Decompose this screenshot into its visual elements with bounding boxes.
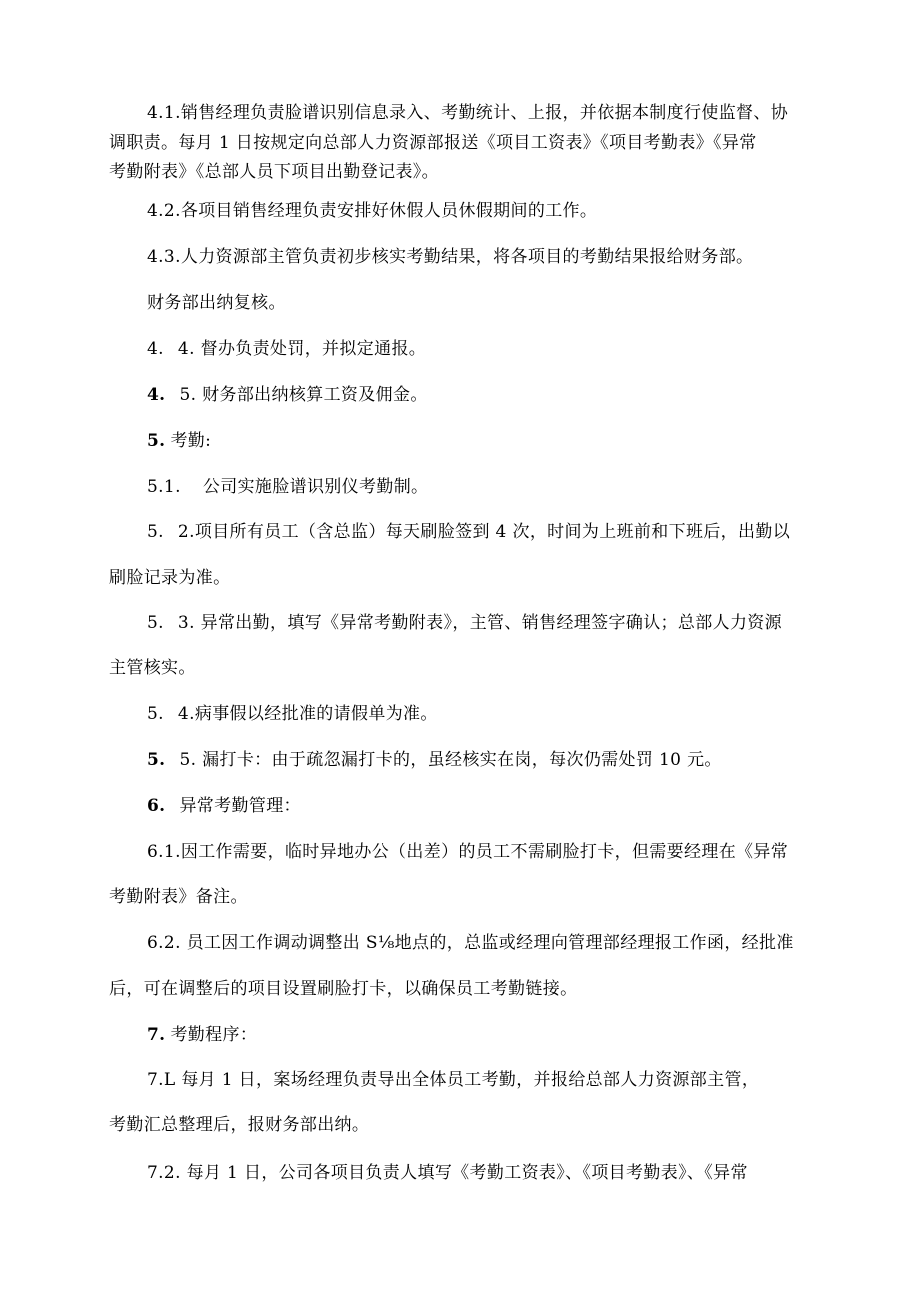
paragraph-4-5 — [147, 384, 428, 406]
paragraph-4-5-text: 5. 财务部出纳核算工资及佣金。 — [179, 385, 428, 405]
paragraph-5-2-number: 5. — [147, 522, 164, 542]
heading-6-text: 异常考勤管理： — [179, 796, 301, 816]
paragraph-4-1-line-3: 考勤附表》《总部人员下项目出勤登记表》。 — [109, 162, 439, 182]
paragraph-5-5-text: 5. 漏打卡：由于疏忽漏打卡的，虽经核实在岗，每次仍需处罚 10 元。 — [179, 750, 722, 770]
paragraph-4-3: 4.3.人力资源部主管负责初步核实考勤结果，将各项目的考勤结果报给财务部。 — [147, 247, 754, 267]
paragraph-5-2-line-2: 刷脸记录为准。 — [109, 568, 231, 588]
paragraph-5-1-text: 公司实施脸谱识别仪考勤制。 — [202, 477, 429, 497]
paragraph-6-2-line-1: 6.2. 员工因工作调动调整出 S⅛地点的，总监或经理向管理部经理报工作函，经批准 — [147, 933, 794, 953]
paragraph-5-1 — [147, 476, 428, 498]
heading-5-text: 考勤: — [170, 431, 212, 451]
paragraph-7-1-line-2: 考勤汇总整理后，报财务部出纳。 — [109, 1115, 370, 1135]
heading-6-number: 6. — [147, 796, 166, 816]
paragraph-5-3-text: 3. 异常出勤，填写《异常考勤附表》，主管、销售经理签字确认；总部人力资源 — [177, 613, 782, 633]
paragraph-6-1-line-1: 6.1.因工作需要，临时异地办公（出差）的员工不需刷脸打卡，但需要经理在《异常 — [147, 842, 789, 862]
heading-5-number: 5. — [147, 431, 166, 451]
paragraph-4-4 — [147, 338, 426, 360]
paragraph-5-2-line-1 — [147, 521, 790, 543]
heading-7 — [147, 1024, 257, 1046]
paragraph-5-3-line-1 — [147, 612, 782, 634]
heading-5 — [147, 430, 211, 452]
paragraph-5-4-number: 5. — [147, 704, 164, 724]
paragraph-4-1-line-1: 4.1.销售经理负责脸谱识别信息录入、考勤统计、上报，并依据本制度行使监督、协 — [147, 103, 789, 123]
paragraph-7-2-line-1: 7.2. 每月 1 日，公司各项目负责人填写《考勤工资表》、《项目考勤表》、《异常 — [147, 1163, 748, 1183]
heading-6 — [147, 795, 301, 817]
paragraph-5-5-number: 5. — [147, 750, 166, 770]
paragraph-4-4-text: 4. 督办负责处罚，并拟定通报。 — [177, 339, 427, 359]
paragraph-5-3-line-2: 主管核实。 — [109, 658, 196, 678]
paragraph-5-4 — [147, 703, 438, 725]
heading-7-text: 考勤程序： — [170, 1025, 258, 1045]
paragraph-6-1-line-2: 考勤附表》备注。 — [109, 887, 248, 907]
paragraph-4-1-line-2: 调职责。每月 1 日按规定向总部人力资源部报送《项目工资表》《项目考勤表》《异常 — [109, 133, 757, 153]
paragraph-5-3-number: 5. — [147, 613, 164, 633]
paragraph-4-3-continued: 财务部出纳复核。 — [147, 293, 286, 313]
paragraph-6-2-line-2: 后，可在调整后的项目设置刷脸打卡，以确保员工考勤链接。 — [109, 979, 578, 999]
paragraph-5-2-text: 2.项目所有员工（含总监）每天刷脸签到 4 次，时间为上班前和下班后，出勤以 — [177, 522, 791, 542]
paragraph-4-5-number: 4. — [147, 385, 166, 405]
paragraph-5-1-number: 5.1. — [147, 477, 181, 497]
paragraph-4-4-number: 4. — [147, 339, 164, 359]
paragraph-7-1-line-1: 7.L 每月 1 日，案场经理负责导出全体员工考勤，并报给总部人力资源部主管， — [147, 1070, 760, 1090]
heading-7-number: 7. — [147, 1025, 166, 1045]
paragraph-4-2: 4.2.各项目销售经理负责安排好休假人员休假期间的工作。 — [147, 201, 598, 221]
paragraph-5-4-text: 4.病事假以经批准的请假单为准。 — [177, 704, 438, 724]
paragraph-5-5 — [147, 749, 722, 771]
